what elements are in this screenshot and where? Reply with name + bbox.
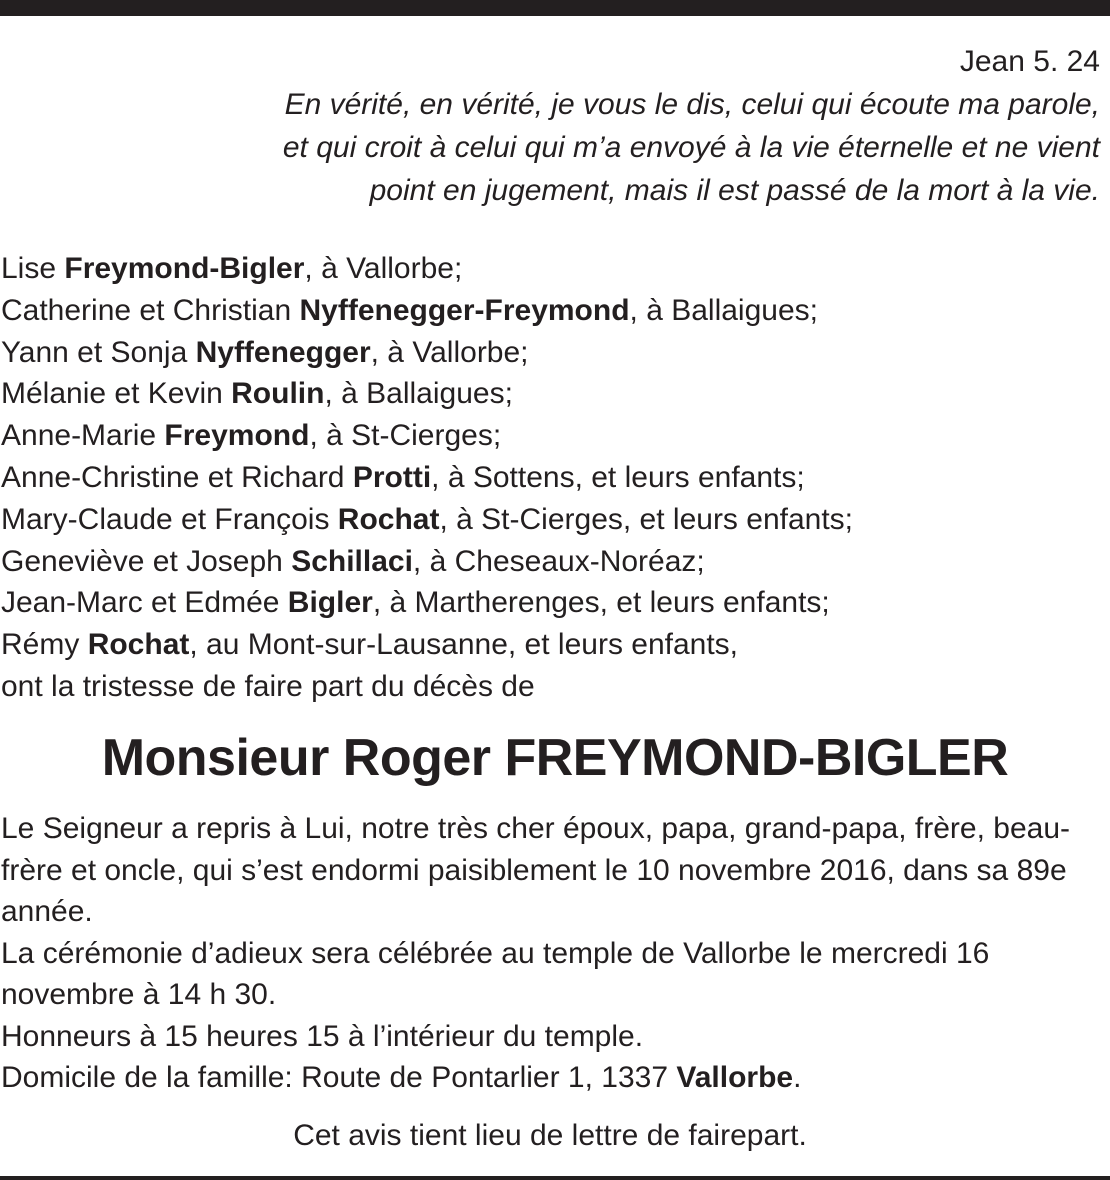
- family-name: Bigler: [287, 586, 373, 620]
- verse-line: En vérité, en vérité, je vous le dis, celui qui écoute ma parole,: [284, 88, 1100, 121]
- family-name: Rochat: [337, 502, 440, 536]
- verse-line: point en jugement, mais il est passé de la mort à la vie.: [369, 174, 1100, 207]
- family-name: Freymond-Bigler: [64, 252, 305, 285]
- bible-verse: [100, 40, 1100, 212]
- obituary-body: [1, 808, 1109, 1099]
- family-member: Geneviève et Joseph Schillaci, à Cheseaux-Noréaz;: [1, 544, 705, 578]
- domicile-town: Vallorbe: [676, 1061, 794, 1094]
- ceremony-paragraph: La cérémonie d’adieux sera célébrée au temple de Vallorbe le mercredi 16 novembre à 14 h 30.: [1, 936, 990, 1011]
- announcement-intro: ont la tristesse de faire part du décès de: [1, 669, 535, 703]
- family-name: Nyffenegger: [195, 335, 371, 369]
- family-member: Jean-Marc et Edmée Bigler, à Martherenges, et leurs enfants;: [1, 586, 830, 620]
- family-member: Anne-Marie Freymond, à St-Cierges;: [1, 419, 502, 453]
- family-member: Mélanie et Kevin Roulin, à Ballaigues;: [1, 377, 513, 411]
- family-member: Rémy Rochat, au Mont-sur-Lausanne, et leurs enfants,: [1, 628, 739, 662]
- footer-note: Cet avis tient lieu de lettre de fairepart.: [293, 1119, 807, 1152]
- domicile-paragraph: Domicile de la famille: Route de Pontarlier 1, 1337 Vallorbe.: [1, 1061, 802, 1094]
- honours-paragraph: Honneurs à 15 heures 15 à l’intérieur du temple.: [1, 1019, 644, 1053]
- family-name: Protti: [352, 460, 432, 494]
- top-border-rule: [0, 0, 1110, 16]
- family-member: Lise Freymond-Bigler, à Vallorbe;: [1, 252, 463, 285]
- family-member: Yann et Sonja Nyffenegger, à Vallorbe;: [1, 335, 529, 369]
- family-name: Rochat: [87, 628, 190, 662]
- family-member: Anne-Christine et Richard Protti, à Sottens, et leurs enfants;: [1, 460, 805, 494]
- deceased-name: Monsieur Roger FREYMOND-BIGLER: [101, 729, 1009, 787]
- bottom-border-rule: [0, 1176, 1110, 1180]
- family-name: Freymond: [164, 419, 310, 453]
- obituary-paragraph: Le Seigneur a repris à Lui, notre très cher époux, papa, grand-papa, frère, beau-frère et oncle, qui s’est endormi paisiblement le 10 novembre 2016, dans sa 89e année.: [1, 812, 1070, 928]
- family-name: Schillaci: [291, 544, 413, 578]
- family-member: Catherine et Christian Nyffenegger-Freymond, à Ballaigues;: [1, 293, 818, 327]
- verse-line: et qui croit à celui qui m’a envoyé à la vie éternelle et ne vient: [282, 131, 1100, 164]
- family-member: Mary-Claude et François Rochat, à St-Cierges, et leurs enfants;: [1, 502, 854, 536]
- family-list: [1, 248, 1106, 708]
- verse-reference: Jean 5. 24: [959, 45, 1100, 78]
- family-name: Nyffenegger-Freymond: [299, 293, 630, 327]
- family-name: Roulin: [231, 377, 325, 411]
